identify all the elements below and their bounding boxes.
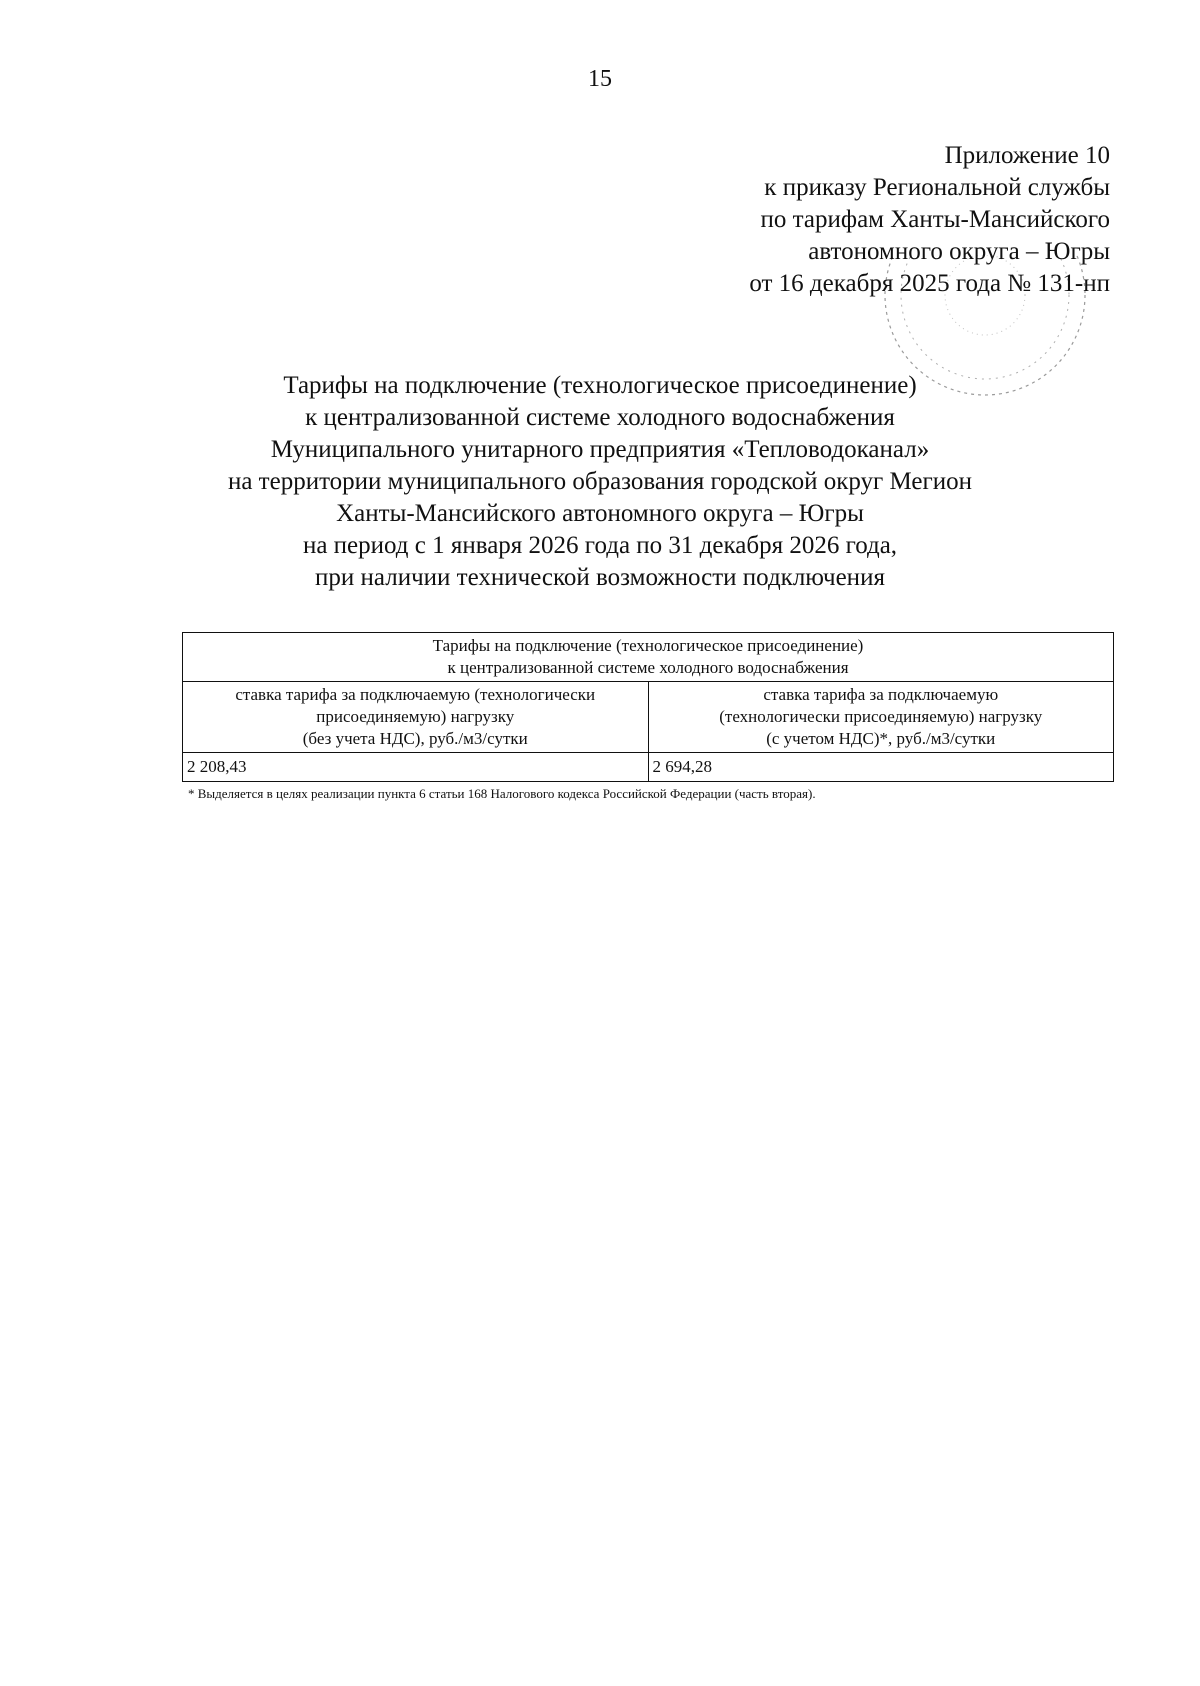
value-without-vat: 2 208,43: [183, 753, 649, 782]
tariff-table: [182, 632, 1114, 782]
appendix-line: по тарифам Ханты-Мансийского: [760, 206, 1110, 233]
title-line: на территории муниципального образования городской округ Мегион: [227, 468, 973, 495]
table-column-header-row: [183, 682, 1114, 753]
title-line: Тарифы на подключение (технологическое присоединение): [283, 372, 917, 399]
document-title: [0, 370, 1200, 594]
table-row: [183, 753, 1114, 782]
value-with-vat: 2 694,28: [648, 753, 1114, 782]
title-line: к централизованной системе холодного водоснабжения: [305, 404, 895, 431]
column-header-without-vat: ставка тарифа за подключаемую (технологически присоединяемую) нагрузку (без учета НДС), руб./м3/сутки: [183, 682, 649, 753]
title-line: при наличии технической возможности подключения: [315, 564, 885, 591]
title-line: Муниципального унитарного предприятия «Тепловодоканал»: [270, 436, 930, 463]
page-number: 15: [588, 66, 612, 92]
column-header-with-vat: ставка тарифа за подключаемую (технологически присоединяемую) нагрузку (с учетом НДС)*, руб./м3/сутки: [648, 682, 1114, 753]
appendix-line: автономного округа – Югры: [808, 238, 1110, 265]
footnote: * Выделяется в целях реализации пункта 6 статьи 168 Налогового кодекса Российской Федерации (часть вторая).: [188, 786, 816, 801]
appendix-line: к приказу Региональной службы: [764, 174, 1110, 201]
title-line: Ханты-Мансийского автономного округа – Югры: [336, 500, 864, 527]
table-group-header: Тарифы на подключение (технологическое присоединение) к централизованной системе холодного водоснабжения: [183, 633, 1114, 682]
appendix-header: [749, 140, 1110, 300]
appendix-line: Приложение 10: [944, 142, 1110, 169]
appendix-line: от 16 декабря 2025 года № 131-нп: [749, 270, 1110, 297]
title-line: на период с 1 января 2026 года по 31 декабря 2026 года,: [302, 532, 898, 559]
table-header-row: [183, 633, 1114, 682]
